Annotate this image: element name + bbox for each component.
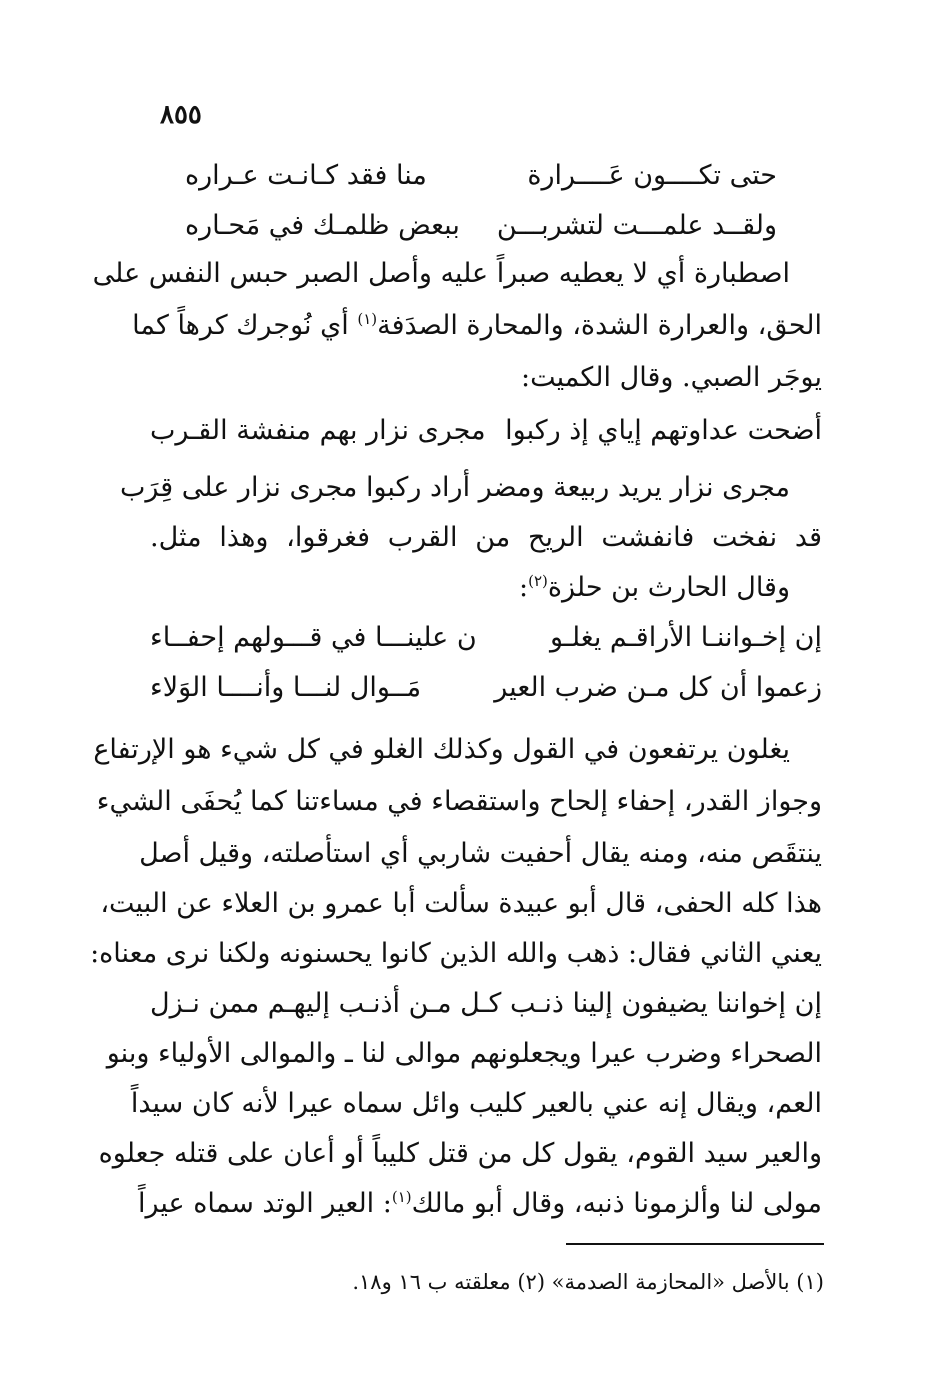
text-line: والعير سيد القوم، يقول كل من قتل كليباً أو أعان على قتله جعلوه xyxy=(98,1138,822,1169)
verse-hemistich-second: ن علينـــا في قـــولهم إحفــاء xyxy=(150,622,477,653)
text-line xyxy=(132,310,822,341)
verse-line xyxy=(150,415,822,451)
text-line: الصحراء وضرب عيرا ويجعلونهم موالى لنا ـ والموالى الأولياء وبنو xyxy=(106,1038,822,1069)
text-line: اصطبارة أي لا يعطيه صبراً عليه وأصل الصبر حبس النفس على xyxy=(92,258,790,289)
text-line: قد نفخت فانفشت الريح من القرب فغرقوا، وهذا مثل. xyxy=(150,522,822,553)
text-line xyxy=(150,572,790,603)
text-line: يعني الثاني فقال: ذهب والله الذين كانوا يحسنونه ولكنا نرى معناه: xyxy=(90,938,822,969)
text-line: ينتقَص منه، ومنه يقال أحفيت شاربي أي استأصلته، وقيل أصل xyxy=(139,838,822,869)
verse-hemistich-second: منا فقد كـانـت عـراره xyxy=(185,160,427,191)
text-line: وجواز القدر، إحفاء إلحاح واستقصاء في مساءتنا كما يُحفَى الشيء xyxy=(96,786,822,817)
text-segment: أي نُوجرك كرهاً كما xyxy=(132,310,349,341)
text-segment: : xyxy=(518,572,529,603)
text-line: يغلون يرتفعون في القول وكذلك الغلو في كل شيء هو الإرتفاع xyxy=(93,734,790,765)
verse-hemistich-first: ولقــد علمـــت لتشربـــن xyxy=(496,210,777,241)
verse-hemistich-second: مجرى نزار بهم منفشة القـرب xyxy=(150,415,486,446)
text-segment: وقال الحارث بن حلزة xyxy=(547,572,790,603)
text-line: العم، ويقال إنه عني بالعير كليب وائل سماه عيرا لأنه كان سيداً xyxy=(130,1088,822,1119)
footnote-divider xyxy=(566,1243,824,1245)
verse-line xyxy=(150,672,822,708)
text-line: هذا كله الحفى، قال أبو عبيدة سألت أبا عمرو بن العلاء عن البيت، xyxy=(100,888,822,919)
text-segment: : العير الوتد سماه عيراً xyxy=(138,1188,392,1219)
verse-hemistich-first: حتى تكــــون عَــــرارة xyxy=(527,160,777,191)
page-number: ٨٥٥ xyxy=(160,100,202,130)
text-segment: الحق، والعرارة الشدة، والمحارة الصدَفة xyxy=(377,310,822,341)
text-segment: مولى لنا وألزمونا ذنبه، وقال أبو مالك xyxy=(411,1188,822,1219)
text-line: مجرى نزار يريد ربيعة ومضر أراد ركبوا مجرى نزار على قِرَب xyxy=(119,472,790,503)
verse-hemistich-second: مَــوال لنـــا وأنــــا الوَلاء xyxy=(150,672,422,703)
footnote: (١) بالأصل «المحازمة الصدمة» (٢) معلقته ب ١٦ و١٨. xyxy=(352,1270,824,1294)
footnote-marker: (١) xyxy=(391,1188,412,1206)
verse-line xyxy=(150,622,822,658)
text-line: إن إخواننا يضيفون إلينا ذنـب كـل مـن أذنـب إليهـم ممن نـزل xyxy=(150,988,822,1019)
text-line xyxy=(138,1188,822,1219)
footnote-marker: (١) xyxy=(357,310,378,328)
footnote-marker: (٢) xyxy=(528,572,548,590)
verse-hemistich-second: ببعض ظلمـك في مَحـاره xyxy=(185,210,460,241)
verse-line xyxy=(185,210,777,246)
verse-line xyxy=(185,160,777,196)
verse-hemistich-first: أضحت عداوتهم إياي إذ ركبوا xyxy=(505,415,822,446)
verse-hemistich-first: إن إخـواننـا الأراقـم يغلـو xyxy=(550,622,822,653)
text-line: يوجَر الصبي. وقال الكميت: xyxy=(521,362,822,393)
verse-hemistich-first: زعموا أن كل مـن ضرب العير xyxy=(494,672,822,703)
